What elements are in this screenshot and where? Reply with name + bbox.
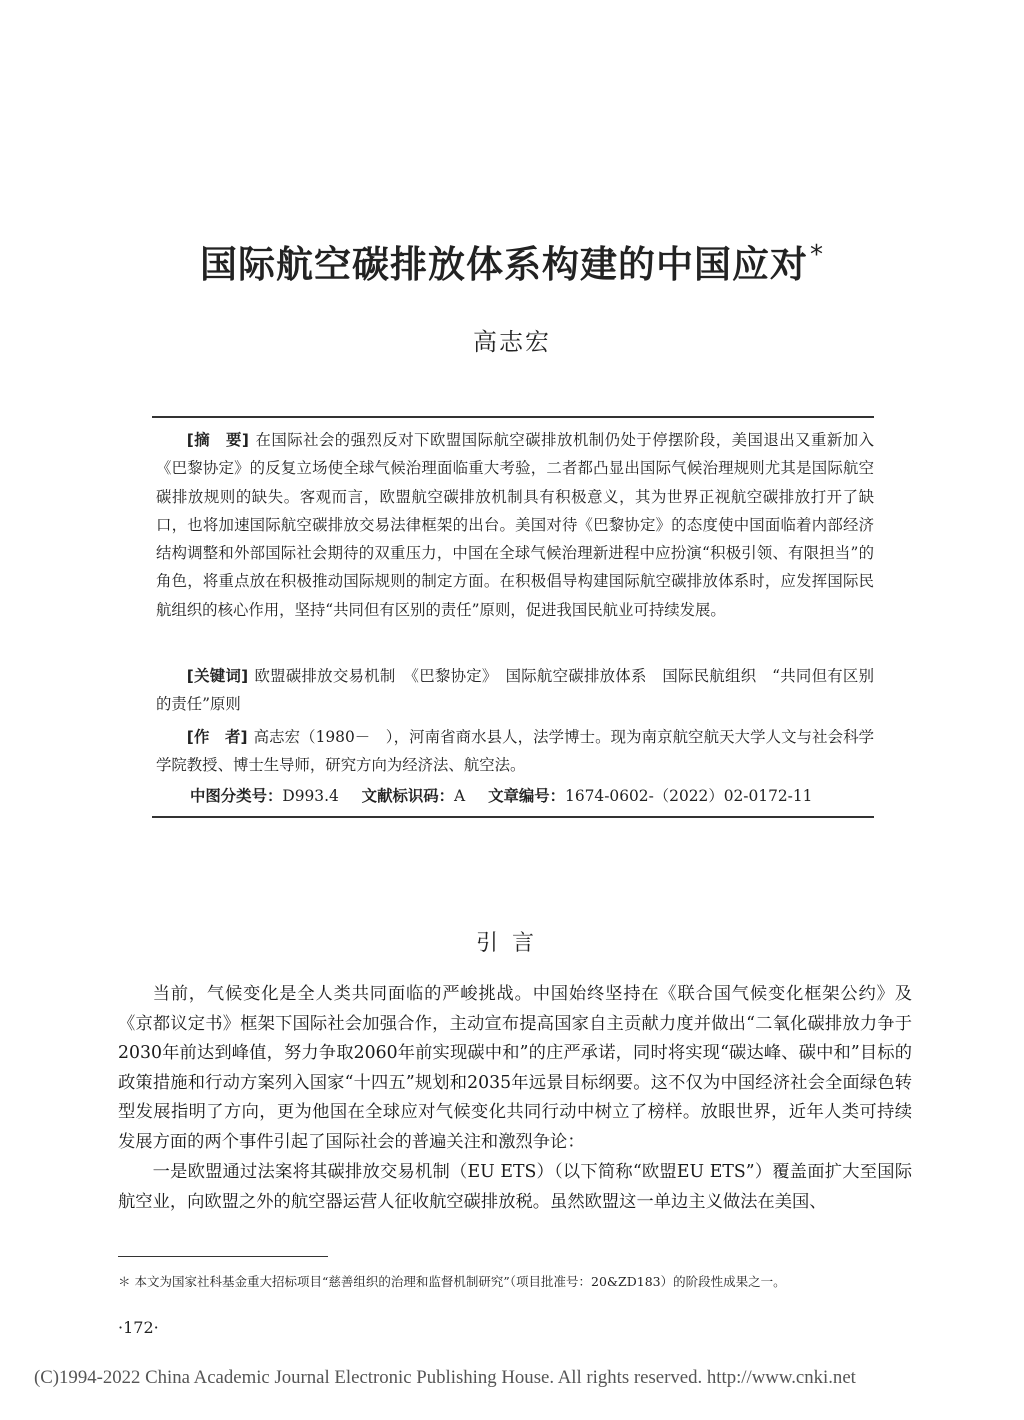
paper-title	[0, 234, 1024, 288]
abstract-text: 在国际社会的强烈反对下欧盟国际航空碳排放机制仍处于停摆阶段，美国退出又重新加入《巴黎协定》的反复立场使全球气候治理面临重大考验，二者都凸显出国际气候治理规则尤其是国际航空碳排放规则的缺失。客观而言，欧盟航空碳排放机制具有积极意义，其为世界正视航空碳排放打开了缺口，也将加速国际航空碳排放交易法律框架的出台。美国对待《巴黎协定》的态度使中国面临着内部经济结构调整和外部国际社会期待的双重压力，中国在全球气候治理新进程中应扮演“积极引领、有限担当”的角色，将重点放在积极推动国际规则的制定方面。在积极倡导构建国际航空碳排放体系时，应发挥国际民航组织的核心作用，坚持“共同但有区别的责任”原则，促进我国民航业可持续发展。	[156, 431, 874, 619]
author-info-label: [作 者]	[186, 728, 248, 746]
classification-line	[190, 784, 830, 806]
footnote: ＊ 本文为国家社科基金重大招标项目“慈善组织的治理和监督机制研究”（项目批准号：20&ZD183）的阶段性成果之一。	[118, 1274, 786, 1289]
author-info-paragraph	[156, 723, 874, 780]
title-text: 国际航空碳排放体系构建的中国应对	[200, 243, 808, 286]
clc-value: D993.4	[282, 787, 339, 805]
section-title: 引言	[475, 931, 548, 956]
doc-code-label: 文献标识码：	[361, 787, 455, 805]
keywords-text: 欧盟碳排放交易机制 《巴黎协定》 国际航空碳排放体系 国际民航组织 “共同但有区别的责任”原则	[156, 667, 874, 714]
footnote-divider	[118, 1256, 328, 1257]
body-paragraph-2: 一是欧盟通过法案将其碳排放交易机制（EU ETS）（以下简称“欧盟EU ETS”）覆盖面扩大至国际航空业，向欧盟之外的航空器运营人征收航空碳排放税。虽然欧盟这一单边主义做法在美国、	[118, 1162, 912, 1212]
article-number-value: 1674-0602-（2022）02-0172-11	[565, 787, 813, 805]
keywords-paragraph	[156, 662, 874, 719]
clc-label: 中图分类号：	[190, 787, 283, 805]
article-number-label: 文章编号：	[488, 787, 566, 805]
abstract-paragraph	[156, 426, 874, 624]
abstract-label: [摘 要]	[186, 431, 249, 449]
copyright-notice: (C)1994-2022 China Academic Journal Electronic Publishing House. All rights reserved. http://www.cnki.net	[34, 1367, 856, 1388]
body-paragraph-1: 当前，气候变化是全人类共同面临的严峻挑战。中国始终坚持在《联合国气候变化框架公约》及《京都议定书》框架下国际社会加强合作，主动宣布提高国家自主贡献力度并做出“二氧化碳排放力争于2030年前达到峰值，努力争取2060年前实现碳中和”的庄严承诺，同时将实现“碳达峰、碳中和”目标的政策措施和行动方案列入国家“十四五”规划和2035年远景目标纲要。这不仅为中国经济社会全面绿色转型发展指明了方向，更为他国在全球应对气候变化共同行动中树立了榜样。放眼世界，近年人类可持续发展方面的两个事件引起了国际社会的普遍关注和激烈争论：	[118, 984, 912, 1152]
title-footnote-mark: *	[810, 240, 824, 270]
author-name: 高志宏	[473, 328, 551, 356]
page-number: ·172·	[118, 1318, 159, 1337]
doc-code-value: A	[454, 787, 466, 805]
keywords-label: [关键词]	[186, 667, 249, 685]
author-info-text: 高志宏（1980－ ），河南省商水县人，法学博士。现为南京航空航天大学人文与社会科学学院教授、博士生导师，研究方向为经济法、航空法。	[156, 728, 874, 775]
